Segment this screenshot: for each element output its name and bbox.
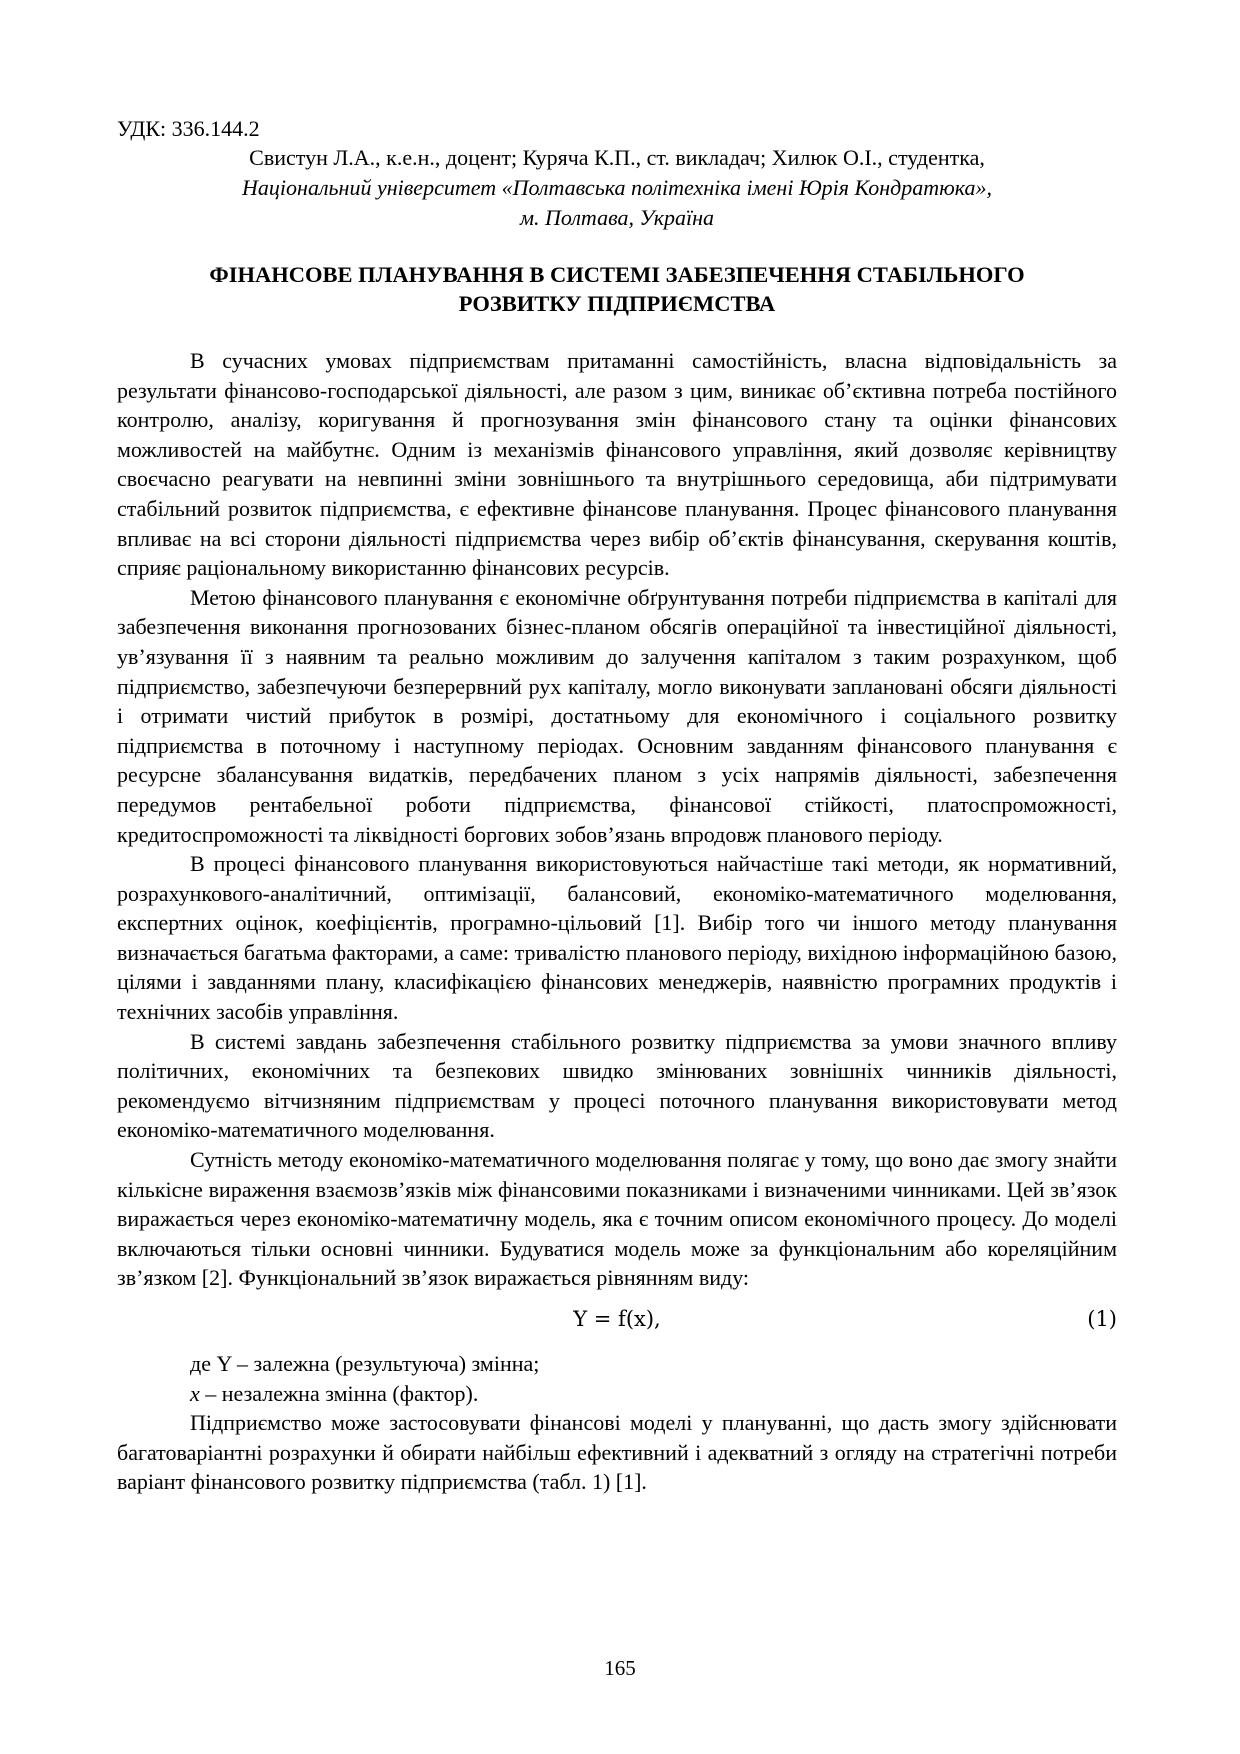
legend-dependent-var: де Y: [190, 1351, 232, 1376]
paper-title: [117, 260, 1117, 318]
paper-body: [117, 346, 1117, 1497]
legend-line-1: [190, 1349, 1117, 1379]
legend-dependent-desc: – залежна (результуюча) змінна;: [231, 1351, 540, 1376]
legend-independent-desc: – незалежна змінна (фактор).: [199, 1380, 479, 1406]
paper-title-line-2: РОЗВИТКУ ПІДПРИЄМСТВА: [458, 291, 776, 316]
legend-line-2: [190, 1379, 1117, 1409]
paper-title-line-1: ФІНАНСОВЕ ПЛАНУВАННЯ В СИСТЕМІ ЗАБЕЗПЕЧЕННЯ СТАБІЛЬНОГО: [209, 262, 1025, 287]
page-number: 165: [604, 1656, 636, 1680]
body-paragraph-1: В сучасних умовах підприємствам притаманні самостійність, власна відповідальність за результати фінансово-господарської діяльності, але разом з цим, виникає об’єктивна потреба постійного контролю, аналізу, коригування й прогнозування змін фінансового стану та оцінки фінансових можливостей на майбутнє. Одним із механізмів фінансового управління, який дозволяє керівництву своєчасно реагувати на невпинні зміни зовнішнього та внутрішнього середовища, аби підтримувати стабільний розвиток підприємства, є ефективне фінансове планування. Процес фінансового планування впливає на всі сторони діяльності підприємства через вибір об’єктів фінансування, скерування коштів, сприяє раціональному використанню фінансових ресурсів.: [117, 348, 1117, 581]
legend-independent-var: x: [190, 1380, 200, 1406]
body-paragraph-closing: Підприємство може застосовувати фінансові моделі у плануванні, що дасть змогу здійснювати багатоваріантні розрахунки й обирати найбільш ефективний і адекватний з огляду на стратегічні потреби варіант фінансового розвитку підприємства (табл. 1) [1].: [117, 1410, 1117, 1495]
body-paragraph-3: В процесі фінансового планування використовуються найчастіше такі методи, як нормативний, розрахункового-аналітичний, оптимізації, балансовий, економіко-математичного моделювання, експертних оцінок, коефіцієнтів, програмно-цільовий [1]. Вибір того чи іншого методу планування визначається багатьма факторами, а саме: тривалістю планового періоду, вихідною інформаційною базою, цілями і завданнями плану, класифікацією фінансових менеджерів, наявністю програмних продуктів і технічних засобів управління.: [117, 851, 1117, 1025]
authors-line: Свистун Л.А., к.е.н., доцент; Куряча К.П., ст. викладач; Хилюк О.І., студентка,: [249, 145, 985, 170]
body-paragraph-4: В системі завдань забезпечення стабільного розвитку підприємства за умови значного впливу політичних, економічних та безпекових швидко змінюваних зовнішніх чинників діяльності, рекомендуємо вітчизняним підприємствам у процесі поточного планування використовувати метод економіко-математичного моделювання.: [117, 1028, 1117, 1143]
affiliation-line: Національний університет «Полтавська політехніка імені Юрія Кондратюка»,: [242, 175, 992, 200]
body-paragraph-5: Сутність методу економіко-математичного моделювання полягає у тому, що воно дає змогу знайти кількісне вираження взаємозв’язків між фінансовими показниками і визначеними чинниками. Цей зв’язок виражається через економіко-математичну модель, яка є точним описом економічного процесу. До моделі включаються тільки основні чинники. Будуватися модель може за функціональним або кореляційним зв’язком [2]. Функціональний зв’язок виражається рівнянням виду:: [117, 1147, 1117, 1291]
equation-block: [117, 1293, 1117, 1349]
equation-number: (1): [1087, 1307, 1117, 1331]
equation-expression: Y = f(x),: [573, 1307, 661, 1331]
equation-legend: [117, 1349, 1117, 1408]
body-paragraph-2: Метою фінансового планування є економічне обґрунтування потреби підприємства в капіталі для забезпечення виконання прогнозованих бізнес-планом обсягів операційної та інвестиційної діяльності, ув’язування її з наявним та реально можливим до залучення капіталом з таким розрахунком, щоб підприємство, забезпечуючи безперервний рух капіталу, могло виконувати заплановані обсяги діяльності і отримати чистий прибуток в розмірі, достатньому для економічного і соціального розвитку підприємства в поточному і наступному періодах. Основним завданням фінансового планування є ресурсне збалансування видатків, передбачених планом з усіх напрямів діяльності, забезпечення передумов рентабельної роботи підприємства, фінансової стійкості, платоспроможності, кредитоспроможності та ліквідності боргових зобов’язань впродовж планового періоду.: [117, 584, 1117, 847]
location-line: м. Полтава, Україна: [519, 205, 715, 230]
udk-code: УДК: 336.144.2: [117, 116, 260, 141]
